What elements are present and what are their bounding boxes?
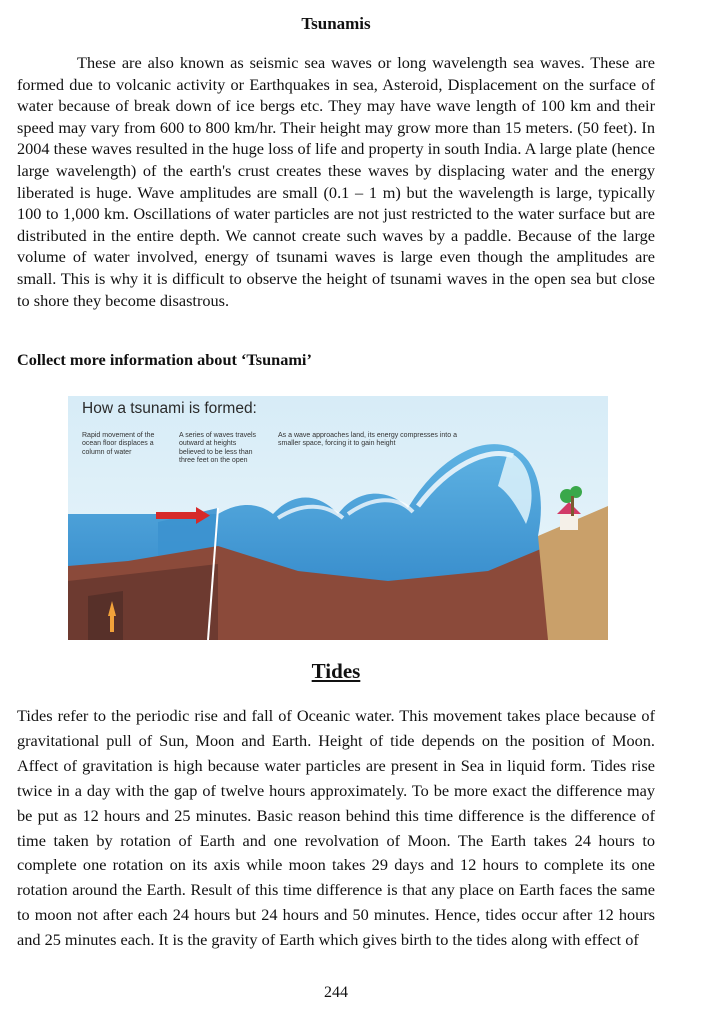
tsunami-diagram	[68, 396, 608, 640]
figure-title: How a tsunami is formed:	[82, 400, 257, 417]
page-number: 244	[324, 984, 348, 1001]
section-title: Tsunamis	[301, 14, 371, 33]
figure-caption-seafloor: Rapid movement of the ocean floor displaces a column of water	[82, 432, 155, 456]
tsunami-paragraph-text: These are also known as seismic sea waves or long wavelength sea waves. These are formed due to volcanic activity or Earthquakes in sea, Asteroid, Displacement on the surface of water because of break down of ice bergs etc. They may have wave length of 100 km and their speed may vary from 600 to 800 km/hr. Their height may grow more than 15 meters. (50 feet). In 2004 these waves resulted in the huge loss of life and property in south India. A large plate (hence large wavelength) of the earth's crust creates these waves by displacing water and the energy liberated is huge. Wave amplitudes are small (0.1 – 1 m) but the wavelength is large, typically 100 to 1,000 km. Oscillations of water particles are not just restricted to the water surface but are distributed in the entire depth. We cannot create such waves by a paddle. Because of the large volume of water involved, energy of tsunami waves is large even though the amplitudes are small. This is why it is difficult to observe the height of tsunami waves in the open sea but close to shore they become disastrous.	[17, 53, 655, 310]
tides-paragraph: Tides refer to the periodic rise and fall of Oceanic water. This movement takes place because of gravitational pull of Sun, Moon and Earth. Height of tide depends on the position of Moon. Affect of gravitation is high because water particles are present in Sea in liquid form. Tides rise twice in a day with the gap of twelve hours approximately. To be more exact the difference may be put as 12 hours and 25 minutes. Basic reason behind this time difference is the difference of time taken by rotation of Earth and one revolvation of Moon. The Earth takes 24 hours to complete one rotation on its axis while moon takes 29 days and 12 hours to complete its one rotation around the Earth. Result of this time difference is that any place on Earth faces the same to moon not after each 24 hours but 24 hours and 50 minutes. Hence, tides occur after 12 hours and 25 minutes each. It is the gravity of Earth which gives birth to the tides along with effect of	[17, 706, 655, 950]
activity-prompt: Collect more information about ‘Tsunami’	[17, 350, 312, 369]
tsunami-paragraph	[17, 52, 655, 311]
figure-caption-land: As a wave approaches land, its energy compresses into a smaller space, forcing it to gain height	[278, 432, 457, 448]
figure-caption-waves: A series of waves travels outward at heights believed to be less than three feet on the open	[179, 432, 257, 465]
tides-heading: Tides	[311, 659, 361, 683]
